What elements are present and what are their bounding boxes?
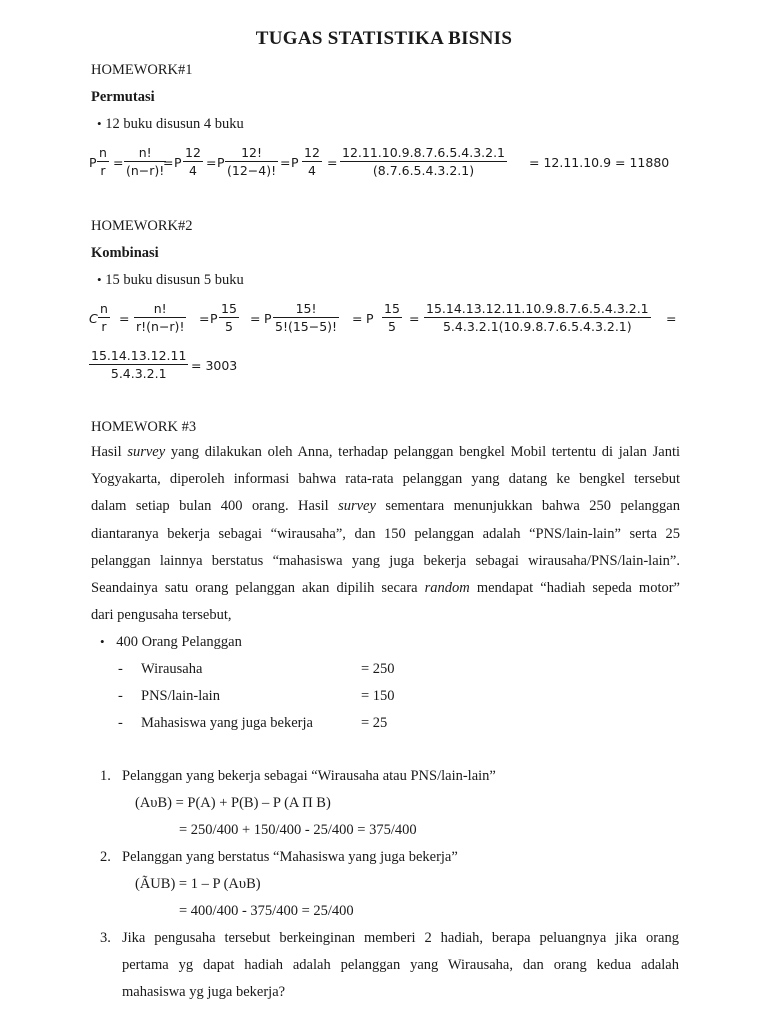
formula-result: = 3003: [191, 358, 238, 373]
formula-fraction: $\frac{15.14.13.12.11}{5.4.3.2.1}$: [91, 348, 187, 381]
list-item-value: = 150: [361, 688, 395, 704]
formula-equals: =: [199, 311, 210, 326]
paragraph-line: Seandainya satu orang pelanggan akan dipilih secara random mendapat “hadiah sepeda motor”: [91, 579, 680, 596]
q1-text: Pelanggan yang bekerja sebagai “Wirausaha atau PNS/lain-lain”: [122, 768, 496, 784]
formula-fraction: $\frac{15!}{5!(15-5)!}$: [275, 301, 338, 334]
formula-equals: =: [280, 155, 291, 170]
formula-fraction: $\frac{n}{r}$: [100, 301, 108, 334]
hw1-heading: HOMEWORK#1: [91, 62, 193, 78]
hw1-bullet-item: [97, 116, 244, 133]
paragraph-line: Yogyakarta, diperoleh informasi bahwa rata-rata pelanggan yang datang ke bengkel tersebut: [91, 471, 680, 488]
paragraph-line: dalam setiap bulan 400 orang. Hasil survey sementara menunjukkan bahwa 250 pelanggan: [91, 498, 680, 515]
hw3-bullet-text: 400 Orang Pelanggan: [116, 634, 242, 650]
formula-symbol: P: [366, 311, 374, 326]
hw2-bullet-item: [97, 272, 244, 289]
list-dash: -: [118, 715, 123, 731]
formula-fraction: $\frac{12!}{(12-4)!}$: [227, 145, 277, 178]
paragraph-line: pelanggan lainnya berstatus “mahasiswa yang juga bekerja sebagai wirausaha/PNS/lain-lain”.: [91, 552, 680, 569]
formula-symbol: P: [264, 311, 272, 326]
q2-formula-line: (ÃUB) = 1 – P (AυB): [135, 876, 261, 892]
paragraph-line: mahasiswa yg juga bekerja?: [122, 984, 286, 1001]
formula-equals: =: [250, 311, 261, 326]
hw2-heading: HOMEWORK#2: [91, 218, 193, 234]
q3-number: 3.: [100, 930, 111, 946]
formula-fraction: $\frac{15}{5}$: [384, 301, 400, 334]
formula-fraction: $\frac{n!}{r!(n-r)!}$: [136, 301, 185, 334]
list-item-value: = 250: [361, 661, 395, 677]
formula-symbol: P: [89, 155, 97, 170]
formula-fraction: $\frac{12}{4}$: [185, 145, 201, 178]
formula-symbol: C: [89, 311, 98, 326]
paragraph-line: Hasil survey yang dilakukan oleh Anna, terhadap pelanggan bengkel Mobil tertentu di jalan Janti: [91, 444, 681, 460]
q2-formula-line: = 400/400 - 375/400 = 25/400: [179, 903, 354, 919]
paragraph-line: dari pengusaha tersebut,: [91, 607, 232, 624]
bullet-icon: •: [97, 272, 102, 287]
formula-equals: =: [666, 311, 677, 326]
q2-text: Pelanggan yang berstatus “Mahasiswa yang juga bekerja”: [122, 849, 458, 865]
q1-number: 1.: [100, 768, 111, 784]
hw2-topic: Kombinasi: [91, 245, 159, 261]
hw3-bullet-item: [100, 634, 242, 651]
q1-formula-line: = 250/400 + 150/400 - 25/400 = 375/400: [179, 822, 417, 838]
formula-equals: =: [327, 155, 338, 170]
list-item-value: = 25: [361, 715, 388, 731]
formula-equals: =: [206, 155, 217, 170]
formula-equals: =: [113, 155, 124, 170]
hw2-bullet-text: 15 buku disusun 5 buku: [105, 272, 244, 288]
formula-equals: =: [352, 311, 363, 326]
formula-symbol: P: [174, 155, 182, 170]
q3-text: [122, 925, 679, 1007]
list-item-label: Mahasiswa yang juga bekerja: [141, 715, 313, 731]
hw1-topic: Permutasi: [91, 89, 155, 105]
formula-fraction: $\frac{n!}{(n-r)!}$: [126, 145, 165, 178]
formula-fraction: $\frac{15.14.13.12.11.10.9.8.7.6.5.4.3.2.1}{5.4.3.2.1(10.9.8.7.6.5.4.3.2.1)}$: [426, 301, 649, 334]
formula-fraction: $\frac{12}{4}$: [304, 145, 320, 178]
formula-fraction: $\frac{15}{5}$: [221, 301, 237, 334]
q2-number: 2.: [100, 849, 111, 865]
formula-symbol: P: [291, 155, 299, 170]
hw3-paragraph: [91, 439, 680, 629]
formula-symbol: P: [217, 155, 225, 170]
bullet-icon: •: [97, 116, 102, 131]
formula-fraction: $\frac{n}{r}$: [99, 145, 107, 178]
formula-equals: =: [163, 155, 174, 170]
q1-formula-line: (AυB) = P(A) + P(B) – P (A Π B): [135, 795, 331, 811]
list-item-label: Wirausaha: [141, 661, 203, 677]
paragraph-line: Jika pengusaha tersebut berkeinginan memberi 2 hadiah, berapa peluangnya jika orang: [122, 930, 679, 946]
list-dash: -: [118, 661, 123, 677]
list-item-label: PNS/lain-lain: [141, 688, 220, 704]
formula-result: = 12.11.10.9 = 11880: [529, 155, 670, 170]
hw3-heading: HOMEWORK #3: [91, 419, 197, 435]
formula-equals: =: [409, 311, 420, 326]
formula-symbol: P: [210, 311, 218, 326]
list-dash: -: [118, 688, 123, 704]
bullet-icon: •: [100, 634, 105, 649]
formula-fraction: $\frac{12.11.10.9.8.7.6.5.4.3.2.1}{(8.7.6.5.4.3.2.1)}$: [342, 145, 506, 178]
formula-equals: =: [119, 311, 130, 326]
document-title: TUGAS STATISTIKA BISNIS: [255, 28, 513, 49]
paragraph-line: diantaranya bekerja sebagai “wirausaha”, dan 150 pelanggan adalah “PNS/lain-lain” serta 25: [91, 525, 680, 542]
paragraph-line: pertama yg dapat hadiah adalah pelanggan yang Wirausaha, dan orang kedua adalah: [122, 957, 679, 974]
hw1-bullet-text: 12 buku disusun 4 buku: [105, 116, 244, 132]
